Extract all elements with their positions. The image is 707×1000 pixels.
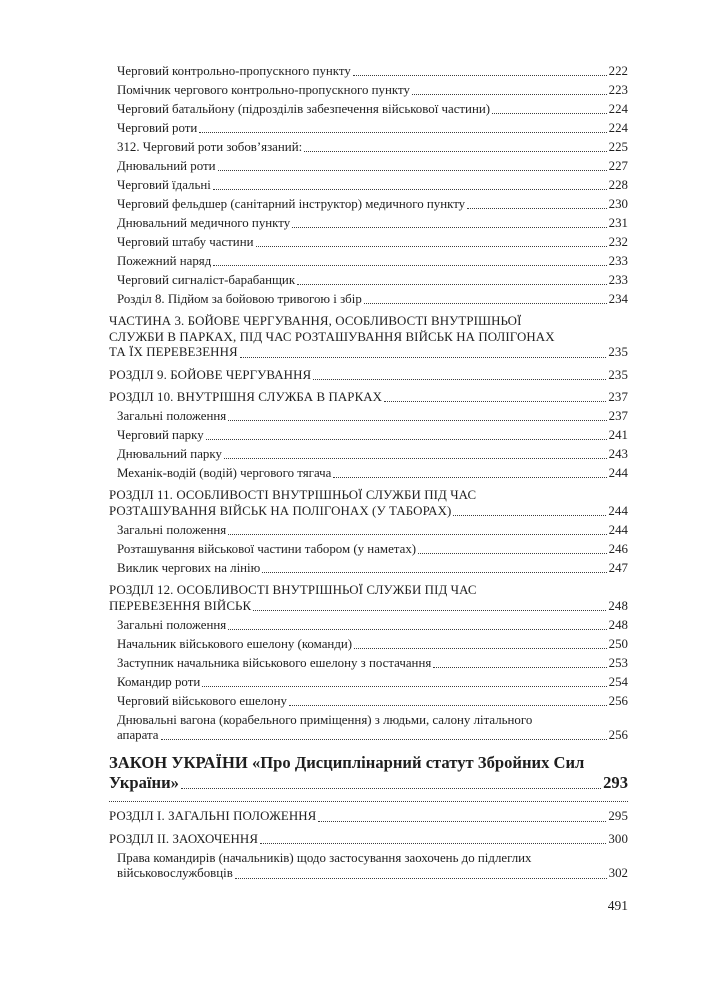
toc-entry-page: 235 bbox=[608, 345, 628, 360]
toc-entry-page: 254 bbox=[608, 674, 628, 689]
toc-entry bbox=[109, 273, 628, 288]
toc-entry bbox=[109, 197, 628, 212]
dotted-leader bbox=[467, 208, 607, 209]
toc-entry-title: РОЗДІЛ I. ЗАГАЛЬНІ ПОЛОЖЕННЯ bbox=[109, 809, 317, 824]
toc-entry-page: 235 bbox=[608, 367, 628, 382]
dotted-leader bbox=[202, 686, 606, 687]
toc-entry-page: 293 bbox=[603, 773, 628, 793]
dotted-leader bbox=[260, 843, 606, 844]
dotted-leader bbox=[228, 629, 606, 630]
toc-entry-page: 243 bbox=[608, 447, 628, 462]
toc-entry-page: 230 bbox=[608, 197, 628, 211]
toc-entry-page: 248 bbox=[608, 598, 628, 613]
toc-entry bbox=[109, 637, 628, 652]
toc-entry-page: 248 bbox=[608, 617, 628, 632]
toc-entry-page: 300 bbox=[608, 831, 628, 846]
dotted-leader bbox=[262, 572, 606, 573]
dotted-leader bbox=[289, 705, 607, 706]
toc-entry-title: СЛУЖБИ В ПАРКАХ, ПІД ЧАС РОЗТАШУВАННЯ ВІЙСЬК НА ПОЛІГОНАХ bbox=[109, 329, 555, 344]
toc-entry-page: 244 bbox=[608, 522, 628, 537]
toc-entry-title: ПЕРЕВЕЗЕННЯ ВІЙСЬК bbox=[109, 598, 252, 613]
toc-entry bbox=[109, 713, 628, 744]
toc-entry bbox=[109, 83, 628, 98]
toc-entry-title: РОЗДІЛ 10. ВНУТРІШНЯ СЛУЖБА В ПАРКАХ bbox=[109, 390, 383, 405]
toc-entry bbox=[109, 216, 628, 231]
dotted-leader bbox=[218, 170, 607, 171]
toc-entry bbox=[109, 561, 628, 576]
toc-entry-title: Заступник начальника військового ешелону з постачання bbox=[117, 655, 432, 670]
toc-entry bbox=[109, 523, 628, 538]
dotted-leader bbox=[199, 132, 606, 133]
toc-entry-title: Загальні положення bbox=[117, 617, 227, 632]
toc-entry-chapter-10 bbox=[109, 390, 628, 405]
toc-entry-title: Пожежний наряд bbox=[117, 254, 212, 268]
toc-entry-page: 227 bbox=[608, 159, 628, 173]
toc-entry-title: Черговий фельдшер (санітарний інструктор) медичного пункту bbox=[117, 197, 466, 211]
toc-entry-title: Днювальні вагона (корабельного приміщення) з людьми, салону літального bbox=[117, 712, 533, 727]
toc-entry bbox=[109, 292, 628, 307]
toc-entry bbox=[109, 542, 628, 557]
dotted-leader bbox=[235, 878, 607, 879]
dotted-leader bbox=[353, 75, 607, 76]
toc-entry bbox=[109, 64, 628, 79]
toc-entry-page: 250 bbox=[608, 636, 628, 651]
toc-entry-title: Черговий сигналіст-барабанщик bbox=[117, 273, 296, 287]
toc-entry-page: 233 bbox=[608, 254, 628, 268]
toc-entry-page: 223 bbox=[608, 83, 628, 97]
toc-entry-title: Черговий батальйону (підрозділів забезпечення військової частини) bbox=[117, 102, 491, 116]
dotted-leader bbox=[240, 357, 607, 358]
toc-entry bbox=[109, 428, 628, 443]
toc-entry bbox=[109, 466, 628, 481]
toc-entry-law-heading bbox=[109, 753, 628, 802]
dotted-leader bbox=[181, 788, 601, 789]
toc-entry bbox=[109, 102, 628, 117]
toc-entry-title: України» bbox=[109, 773, 179, 793]
dotted-leader bbox=[292, 227, 606, 228]
toc-entry-page: 225 bbox=[608, 140, 628, 154]
toc-entry bbox=[109, 447, 628, 462]
toc-entry-title: Черговий військового ешелону bbox=[117, 693, 287, 708]
toc-entry-page: 247 bbox=[608, 560, 628, 575]
dotted-leader bbox=[224, 458, 607, 459]
toc-entry-title: РОЗДІЛ 12. ОСОБЛИВОСТІ ВНУТРІШНЬОЇ СЛУЖБИ ПІД ЧАС bbox=[109, 583, 477, 598]
toc-entry-page: 246 bbox=[608, 541, 628, 556]
toc-entry-page: 253 bbox=[608, 655, 628, 670]
toc-entry-title: ЗАКОН УКРАЇНИ «Про Дисциплінарний статут Збройних Сил bbox=[109, 753, 585, 773]
toc-entry bbox=[109, 694, 628, 709]
dotted-leader bbox=[313, 379, 606, 380]
dotted-leader bbox=[453, 515, 606, 516]
toc-entry bbox=[109, 851, 628, 882]
toc-entry-page: 224 bbox=[608, 121, 628, 135]
table-of-contents bbox=[109, 64, 628, 882]
toc-entry-part-3 bbox=[109, 314, 628, 360]
toc-entry-title: Помічник чергового контрольно-пропускного пункту bbox=[117, 83, 410, 97]
dotted-leader bbox=[318, 821, 606, 822]
toc-entry bbox=[109, 675, 628, 690]
toc-entry-chapter-12 bbox=[109, 583, 628, 614]
toc-entry-title: Розділ 8. Підйом за бойовою тривогою і збір bbox=[117, 292, 362, 306]
toc-entry-title: Черговий їдальні bbox=[117, 178, 211, 192]
toc-entry-title: Черговий парку bbox=[117, 428, 204, 443]
toc-entry bbox=[109, 618, 628, 633]
toc-entry bbox=[109, 140, 628, 155]
toc-entry-title: Днювальний роти bbox=[117, 159, 216, 173]
dotted-leader bbox=[213, 265, 606, 266]
toc-entry-title: РОЗДІЛ 9. БОЙОВЕ ЧЕРГУВАННЯ bbox=[109, 367, 312, 382]
toc-entry-page: 228 bbox=[608, 178, 628, 192]
toc-entry-title: Черговий роти bbox=[117, 121, 198, 135]
toc-entry-page: 237 bbox=[608, 390, 628, 405]
toc-entry-title: Розташування військової частини табором (у наметах) bbox=[117, 541, 417, 556]
toc-entry-title: РОЗТАШУВАННЯ ВІЙСЬК НА ПОЛІГОНАХ (У ТАБОРАХ) bbox=[109, 503, 452, 518]
toc-entry-title: Днювальний медичного пункту bbox=[117, 216, 291, 230]
toc-entry-title: ЧАСТИНА 3. БОЙОВЕ ЧЕРГУВАННЯ, ОСОБЛИВОСТІ ВНУТРІШНЬОЇ bbox=[109, 314, 522, 329]
footer-page-number: 491 bbox=[607, 897, 628, 913]
toc-entry-page: 244 bbox=[608, 503, 628, 518]
dotted-leader bbox=[418, 553, 607, 554]
toc-entry-title: Загальні положення bbox=[117, 409, 227, 424]
toc-entry-page: 224 bbox=[608, 102, 628, 116]
toc-entry-title: апарата bbox=[117, 728, 159, 743]
toc-entry bbox=[109, 235, 628, 250]
toc-entry bbox=[109, 178, 628, 193]
dotted-leader bbox=[213, 189, 607, 190]
toc-entry-title: 312. Черговий роти зобов’язаний: bbox=[117, 140, 303, 154]
dotted-leader bbox=[297, 284, 607, 285]
toc-entry-title: Загальні положення bbox=[117, 522, 227, 537]
toc-entry-page: 295 bbox=[608, 809, 628, 824]
toc-entry bbox=[109, 159, 628, 174]
dotted-leader bbox=[333, 477, 606, 478]
toc-entry-title: Черговий контрольно-пропускного пункту bbox=[117, 64, 351, 78]
toc-entry-page: 244 bbox=[608, 466, 628, 481]
toc-entry-title: військовослужбовців bbox=[117, 866, 233, 881]
toc-entry bbox=[109, 656, 628, 671]
toc-entry-page: 302 bbox=[608, 866, 628, 881]
toc-entry-page: 234 bbox=[608, 292, 628, 306]
dotted-leader bbox=[384, 401, 606, 402]
toc-entry-page: 222 bbox=[608, 64, 628, 78]
toc-entry-page: 256 bbox=[608, 728, 628, 743]
toc-entry-title: Механік-водій (водій) чергового тягача bbox=[117, 466, 332, 481]
toc-entry-chapter-I bbox=[109, 809, 628, 824]
toc-entry-title: Виклик чергових на лінію bbox=[117, 560, 261, 575]
dotted-leader bbox=[253, 610, 606, 611]
toc-entry-title: Командир роти bbox=[117, 674, 201, 689]
dotted-leader bbox=[228, 534, 606, 535]
toc-entry-chapter-11 bbox=[109, 488, 628, 519]
dotted-leader bbox=[206, 439, 607, 440]
dotted-leader bbox=[433, 667, 606, 668]
toc-entry bbox=[109, 409, 628, 424]
toc-entry bbox=[109, 121, 628, 136]
dotted-leader bbox=[364, 303, 607, 304]
toc-entry-page: 237 bbox=[608, 409, 628, 424]
toc-entry-title: Начальник військового ешелону (команди) bbox=[117, 636, 353, 651]
toc-entry bbox=[109, 254, 628, 269]
toc-entry-title: РОЗДІЛ 11. ОСОБЛИВОСТІ ВНУТРІШНЬОЇ СЛУЖБИ ПІД ЧАС bbox=[109, 488, 477, 503]
toc-entry-page: 231 bbox=[608, 216, 628, 230]
toc-entry-title: Черговий штабу частини bbox=[117, 235, 254, 249]
toc-entry-title: ТА ЇХ ПЕРЕВЕЗЕННЯ bbox=[109, 345, 238, 360]
dotted-leader bbox=[412, 94, 607, 95]
toc-entry-chapter-9 bbox=[109, 368, 628, 383]
dotted-leader bbox=[304, 151, 606, 152]
dotted-leader bbox=[354, 648, 607, 649]
toc-entry-page: 232 bbox=[608, 235, 628, 249]
toc-entry-chapter-II bbox=[109, 832, 628, 847]
dotted-leader bbox=[256, 246, 607, 247]
toc-entry-page: 241 bbox=[608, 428, 628, 443]
toc-entry-page: 256 bbox=[608, 693, 628, 708]
toc-entry-page: 233 bbox=[608, 273, 628, 287]
toc-entry-title: РОЗДІЛ II. ЗАОХОЧЕННЯ bbox=[109, 831, 259, 846]
dotted-leader bbox=[492, 113, 607, 114]
dotted-leader bbox=[228, 420, 606, 421]
toc-entry-title: Права командирів (начальників) щодо застосування заохочень до підлеглих bbox=[117, 850, 532, 865]
dotted-leader bbox=[161, 739, 607, 740]
toc-entry-title: Днювальний парку bbox=[117, 447, 222, 462]
dotted-leader-overflow bbox=[109, 793, 628, 802]
